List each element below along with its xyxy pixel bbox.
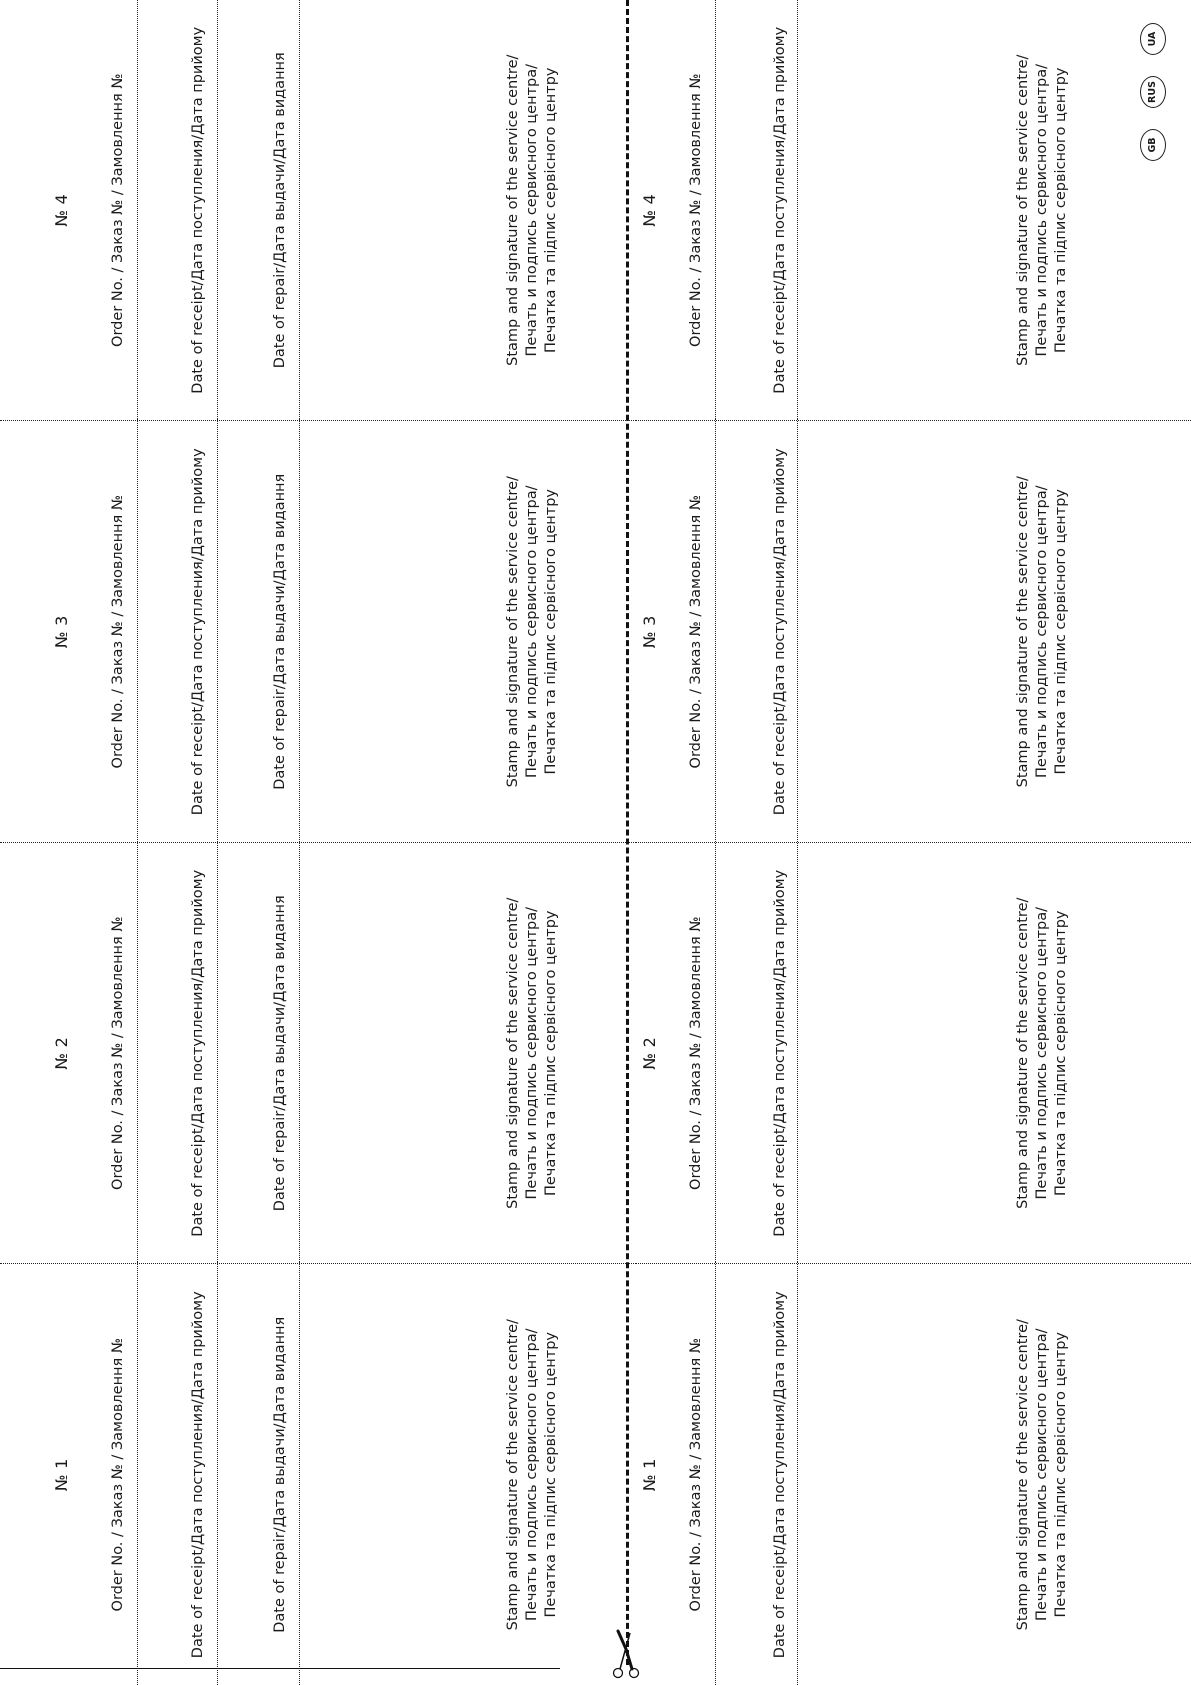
receipt-date-label: Date of receipt/Дата поступления/Дата прийому [190,448,206,816]
coupon-number: № 3 [640,615,659,649]
stamp-line-ua: Печатка та підпис сервісного центру [543,910,559,1197]
stamp-line-ua: Печатка та підпис сервісного центру [1053,488,1069,775]
cut-line [626,0,629,1665]
record-number: № 4 [52,193,71,227]
stamp-line-ru: Печать и подпись сервисного центра/ [1034,1328,1050,1621]
service-record-column-4 [0,0,636,421]
coupon-number: № 4 [640,193,659,227]
service-record-column-3 [0,421,636,843]
stamp-line-ru: Печать и подпись сервисного центра/ [1034,64,1050,357]
coupon-column-1 [636,1264,1191,1685]
coupon-column-2 [636,842,1191,1264]
stamp-signature-label [504,0,561,421]
coupon-column-4 [636,0,1191,421]
badge-rus: RUS [1140,76,1166,108]
coupon-stamp-label [1014,422,1071,843]
repair-date-label: Date of repair/Дата выдачи/Дата видання [272,52,288,369]
stamp-line-ua: Печатка та підпис сервісного центру [543,67,559,354]
stamp-line-ru: Печать и подпись сервисного центра/ [1034,485,1050,778]
coupon-receipt-label: Date of receipt/Дата поступления/Дата прийому [772,869,788,1237]
repair-date-label: Date of repair/Дата выдачи/Дата видання [272,895,288,1212]
service-record-column-1 [0,1264,636,1685]
receipt-row [138,422,218,843]
coupon-grid [636,0,1191,1685]
coupon-order-row [636,843,716,1264]
stamp-line-ua: Печатка та підпис сервісного центру [1053,910,1069,1197]
coupon-order-row [636,0,716,421]
stamp-line-en: Stamp and signature of the service centre/ [1015,476,1031,788]
stamp-signature-label [504,422,561,843]
repair-date-label: Date of repair/Дата выдачи/Дата видання [272,473,288,790]
stamp-line-en: Stamp and signature of the service centre/ [505,897,521,1209]
record-number: № 3 [52,615,71,649]
coupon-column-3 [636,421,1191,843]
coupon-order-label: Order No. / Заказ № / Замовлення № [688,916,704,1190]
tear-off-coupons-section [636,0,1191,1685]
coupon-order-label: Order No. / Заказ № / Замовлення № [688,73,704,347]
service-record-column-2 [0,842,636,1264]
coupon-order-row [636,1265,716,1685]
stamp-line-ua: Печатка та підпис сервісного центру [1053,1331,1069,1618]
stamp-line-ru: Печать и подпись сервисного центра/ [524,907,540,1200]
badge-gb: GB [1140,129,1166,161]
order-number-label: Order No. / Заказ № / Замовлення № [110,495,126,769]
repair-date-label: Date of repair/Дата выдачи/Дата видання [272,1316,288,1633]
order-number-label: Order No. / Заказ № / Замовлення № [110,1338,126,1612]
stamp-line-ua: Печатка та підпис сервісного центру [543,488,559,775]
record-number: № 1 [52,1458,71,1492]
receipt-date-label: Date of receipt/Дата поступления/Дата прийому [190,1291,206,1659]
stamp-line-ru: Печать и подпись сервисного центра/ [524,64,540,357]
stamp-signature-label [504,1265,561,1685]
receipt-row [138,1265,218,1685]
coupon-stamp-label [1014,0,1071,421]
coupon-number: № 2 [640,1036,659,1070]
coupon-order-row [636,422,716,843]
badge-ua: UA [1140,23,1166,55]
receipt-date-label: Date of receipt/Дата поступления/Дата прийому [190,26,206,394]
receipt-row [138,843,218,1264]
stamp-line-ua: Печатка та підпис сервісного центру [1053,67,1069,354]
stamp-line-en: Stamp and signature of the service centre/ [1015,54,1031,366]
stamp-line-en: Stamp and signature of the service centre/ [1015,1319,1031,1631]
stamp-line-en: Stamp and signature of the service centre/ [505,1319,521,1631]
order-number-label: Order No. / Заказ № / Замовлення № [110,916,126,1190]
receipt-date-label: Date of receipt/Дата поступления/Дата прийому [190,869,206,1237]
coupon-order-label: Order No. / Заказ № / Замовлення № [688,1338,704,1612]
coupon-stamp-label [1014,1265,1071,1685]
coupon-receipt-label: Date of receipt/Дата поступления/Дата прийому [772,448,788,816]
record-number: № 2 [52,1036,71,1070]
stamp-line-ru: Печать и подпись сервисного центра/ [524,1328,540,1621]
coupon-receipt-label: Date of receipt/Дата поступления/Дата прийому [772,1291,788,1659]
stamp-line-en: Stamp and signature of the service centre/ [1015,897,1031,1209]
coupon-order-label: Order No. / Заказ № / Замовлення № [688,495,704,769]
page-edge-rule [0,1668,560,1669]
coupon-stamp-label [1014,843,1071,1264]
stamp-line-ru: Печать и подпись сервисного центра/ [1034,907,1050,1200]
receipt-row [138,0,218,421]
coupon-receipt-label: Date of receipt/Дата поступления/Дата прийому [772,26,788,394]
coupon-number: № 1 [640,1458,659,1492]
stamp-signature-label [504,843,561,1264]
stamp-line-ua: Печатка та підпис сервісного центру [543,1331,559,1618]
stamp-line-en: Stamp and signature of the service centre/ [505,476,521,788]
stamp-line-en: Stamp and signature of the service centre/ [505,54,521,366]
stamp-line-ru: Печать и подпись сервисного центра/ [524,485,540,778]
order-number-label: Order No. / Заказ № / Замовлення № [110,73,126,347]
